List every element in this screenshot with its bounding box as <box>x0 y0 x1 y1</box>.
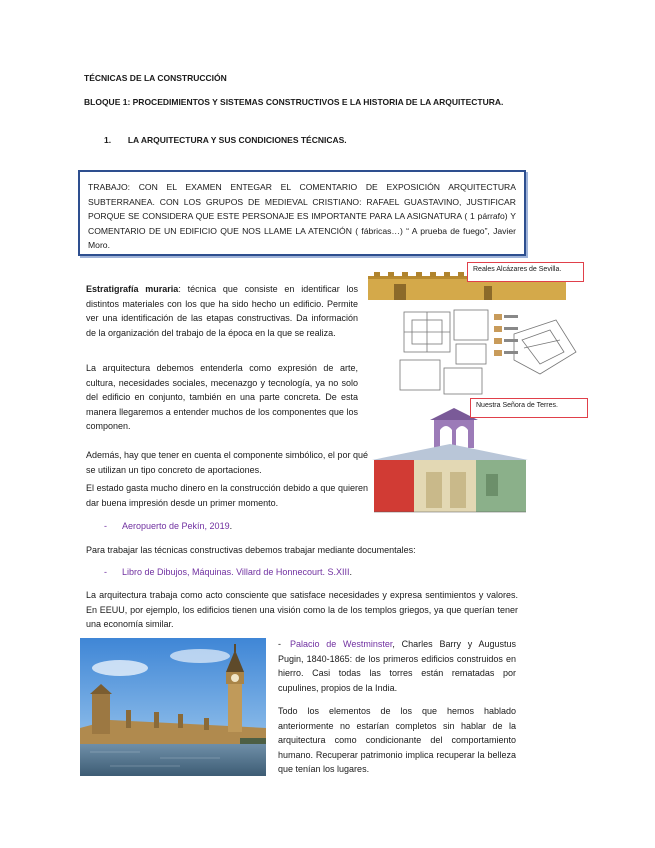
bullet-dash: - <box>104 521 107 531</box>
westminster-description: , Charles Barry y Augustus Pugin, 1840-1865: de los primeros edificios construidos en hierro. Casi todas las torres están rematadas por cupulines, propios de la India. <box>278 639 516 693</box>
section-title: LA ARQUITECTURA Y SUS CONDICIONES TÉCNICAS. <box>127 135 347 145</box>
paragraph-estratigrafia <box>86 282 358 340</box>
paragraph-westminster <box>278 637 516 695</box>
bullet-villard <box>104 565 352 580</box>
assignment-box <box>78 170 526 256</box>
westminster-photo <box>80 638 266 776</box>
caption-alcazares: Reales Alcázares de Sevilla. <box>467 262 584 282</box>
paragraph-simbolico: Además, hay que tener en cuenta el componente simbólico, el por qué se utilizan un tipo concreto de aportaciones. <box>86 450 368 475</box>
bullet-dash: - <box>278 639 281 649</box>
bullet-tail: . <box>349 567 352 577</box>
bullet-dash: - <box>104 567 107 577</box>
section-heading <box>104 133 347 148</box>
alcazares-image <box>364 264 586 402</box>
term-estratigrafia: Estratigrafía muraria <box>86 284 179 294</box>
paragraph-acto-consciente: La arquitectura trabaja como acto consciente que satisface necesidades y expresa sentimientos y valores. En EEUU, por ejemplo, los edificios tienen una visión como la de los templos griegos, ya que querían tener una economía similar. <box>86 590 518 629</box>
block-heading: BLOQUE 1: PROCEDIMIENTOS Y SISTEMAS CONSTRUCTIVOS E LA HISTORIA DE LA ARQUITECTURA. <box>84 97 504 107</box>
paragraph-arquitectura-expresion: La arquitectura debemos entenderla como expresión de arte, cultura, necesidades sociales, mecenazgo y tecnología, ya no solo del edificio en conjunto, también en una parte concreta. De esta manera llegaremos a entender muchos de los componentes que los componen. <box>86 363 358 431</box>
link-aeropuerto-pekin[interactable]: Aeropuerto de Pekín, 2019 <box>122 521 230 531</box>
assignment-text: TRABAJO: CON EL EXAMEN ENTEGAR EL COMENTARIO DE EXPOSICIÓN ARQUITECTURA SUBTERRANEA. CON LOS GRUPOS DE MEDIEVAL CRISTIANO: RAFAEL GUASTAVINO, JUSTIFICAR PORQUE SE CONSIDERA QUE ESTE PERSONAJE ES IMPORTANTE PARA LA ASIGNATURA ( 1 párrafo) Y COMENTARIO DE UN EDIFICIO QUE NOS LLAME LA ATENCIÓN ( fábricas…) “ A prueba de fuego”, Javier Moro. <box>88 182 516 250</box>
paragraph-documentales: Para trabajar las técnicas constructivas debemos trabajar mediante documentales: <box>86 545 416 555</box>
bullet-tail: . <box>229 521 233 531</box>
alcazares-drawing <box>364 264 586 402</box>
bullet-aeropuerto <box>104 519 232 534</box>
document-title: TÉCNICAS DE LA CONSTRUCCIÓN <box>84 73 227 83</box>
paragraph-estado: El estado gasta mucho dinero en la construcción debido a que quieren dar buena impresión desde un primer momento. <box>86 483 368 508</box>
link-palacio-westminster[interactable]: Palacio de Westminster <box>290 639 393 649</box>
caption-terres: Nuestra Señora de Terres. <box>470 398 588 418</box>
paragraph-comportamiento: Todo los elementos de los que hemos hablado anteriormente no estarían completos sin hablar de la arquitectura como condicionante del comportamiento humano. Recuperar patrimonio implica recuperar la belleza que tenían los lugares. <box>278 706 516 774</box>
terres-image <box>366 404 534 514</box>
link-libro-dibujos[interactable]: Libro de Dibujos, Máquinas. Villard de Honnecourt. S.XIII <box>122 567 350 577</box>
westminster-image <box>80 638 266 776</box>
paragraph-estratigrafia-text: : técnica que consiste en identificar los distintos materiales con los que ha sido hecho un edificio. Permite ver una identificación de las etapas constructivas. Da información de la organización del trabajo de la época en la que se realiza. <box>86 284 358 338</box>
terres-drawing <box>366 404 534 514</box>
section-number: 1. <box>104 135 112 145</box>
